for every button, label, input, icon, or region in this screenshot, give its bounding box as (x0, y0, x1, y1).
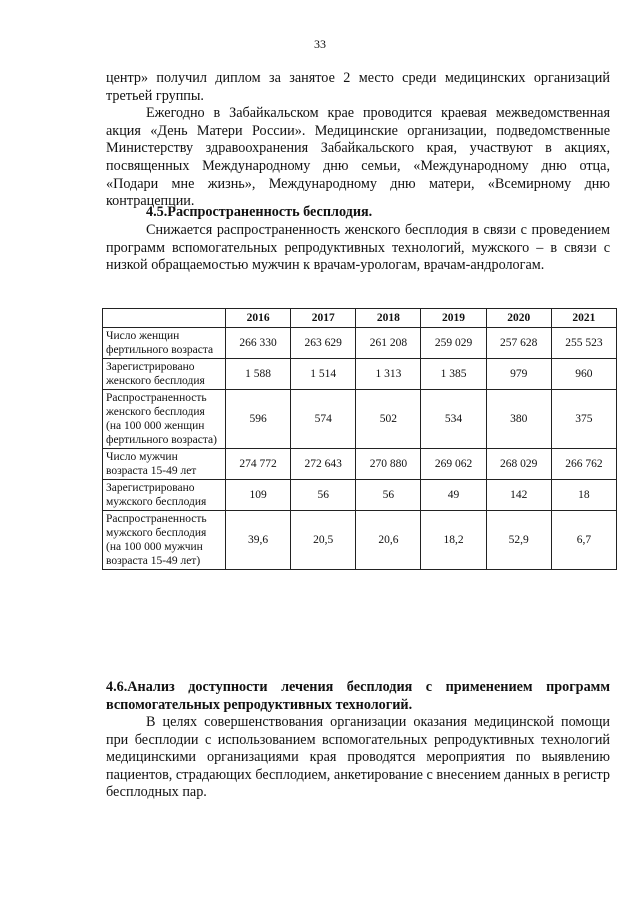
table-cell: 142 (486, 480, 551, 511)
section-heading: 4.5.Распространенность бесплодия. (146, 204, 373, 220)
top-text-block (106, 70, 610, 211)
table-cell: 274 772 (226, 449, 291, 480)
table-cell: 263 629 (291, 328, 356, 359)
table-row (103, 359, 617, 390)
row-label: Распространенность женского бесплодия (на 100 000 женщин фертильного возраста) (103, 390, 226, 449)
table-header-cell: 2016 (226, 309, 291, 328)
table-cell: 502 (356, 390, 421, 449)
table-cell: 20,6 (356, 511, 421, 570)
table-cell: 20,5 (291, 511, 356, 570)
table-header-row (103, 309, 617, 328)
table-cell: 39,6 (226, 511, 291, 570)
table-cell: 272 643 (291, 449, 356, 480)
table-header-cell (103, 309, 226, 328)
table-cell: 1 588 (226, 359, 291, 390)
page-number: 33 (314, 37, 326, 51)
table-cell: 375 (551, 390, 616, 449)
table-cell: 534 (421, 390, 486, 449)
table-row (103, 511, 617, 570)
table-cell: 380 (486, 390, 551, 449)
bottom-section-paragraph: В целях совершенствования организации оказания медицинской помощи при бесплодии с использованием вспомогательных репродуктивных технологий медицинскими организациями края проводятся мероприятия по выявлению пациентов, страдающих бесплодием, анкетирование с внесением данных в регистр бесплодных пар. (106, 714, 610, 801)
table-cell: 109 (226, 480, 291, 511)
table-row (103, 449, 617, 480)
row-label: Зарегистрировано мужского бесплодия (103, 480, 226, 511)
table-cell: 56 (291, 480, 356, 511)
table-cell: 1 385 (421, 359, 486, 390)
row-label: Число женщин фертильного возраста (103, 328, 226, 359)
row-label: Распространенность мужского бесплодия (на 100 000 мужчин возраста 15-49 лет) (103, 511, 226, 570)
table-header-cell: 2021 (551, 309, 616, 328)
table-cell: 266 762 (551, 449, 616, 480)
table-header-cell: 2019 (421, 309, 486, 328)
row-label: Зарегистрировано женского бесплодия (103, 359, 226, 390)
table-cell: 960 (551, 359, 616, 390)
table-cell: 596 (226, 390, 291, 449)
table-cell: 52,9 (486, 511, 551, 570)
paragraph: центр» получил диплом за занятое 2 место среди медицинских организаций третьей группы. (106, 70, 610, 104)
table-cell: 18,2 (421, 511, 486, 570)
table-cell: 268 029 (486, 449, 551, 480)
table-cell: 6,7 (551, 511, 616, 570)
table-cell: 574 (291, 390, 356, 449)
table-cell: 18 (551, 480, 616, 511)
table-row (103, 328, 617, 359)
table-cell: 261 208 (356, 328, 421, 359)
table-header-cell: 2020 (486, 309, 551, 328)
infertility-table (102, 308, 617, 570)
table-cell: 259 029 (421, 328, 486, 359)
table-cell: 270 880 (356, 449, 421, 480)
table-cell: 257 628 (486, 328, 551, 359)
table-row (103, 390, 617, 449)
table-cell: 56 (356, 480, 421, 511)
table-cell: 269 062 (421, 449, 486, 480)
row-label: Число мужчин возраста 15-49 лет (103, 449, 226, 480)
table-cell: 1 313 (356, 359, 421, 390)
table-cell: 1 514 (291, 359, 356, 390)
table-cell: 49 (421, 480, 486, 511)
table-row (103, 480, 617, 511)
bottom-section-heading: 4.6.Анализ доступности лечения бесплодия с применением программ вспомогательных репродуктивных технологий. (106, 679, 610, 713)
section-paragraph: Снижается распространенность женского бесплодия в связи с проведением программ вспомогательных репродуктивных технологий, мужского – в связи с низкой обращаемостью мужчин к врачам-урологам, врачам-андрологам. (106, 222, 610, 274)
table-cell: 266 330 (226, 328, 291, 359)
table-header-cell: 2018 (356, 309, 421, 328)
table-cell: 255 523 (551, 328, 616, 359)
table-cell: 979 (486, 359, 551, 390)
paragraph: Ежегодно в Забайкальском крае проводится краевая межведомственная акция «День Матери России». Медицинские организации, подведомственные Министерству здравоохранения Забайкальского края, участвуют в акциях, посвященных Международному дню семьи, «Международному дню отца, «Подари мне жизнь», Международному дню матери, «Всемирному дню контрацепции. (106, 105, 610, 210)
table-header-cell: 2017 (291, 309, 356, 328)
